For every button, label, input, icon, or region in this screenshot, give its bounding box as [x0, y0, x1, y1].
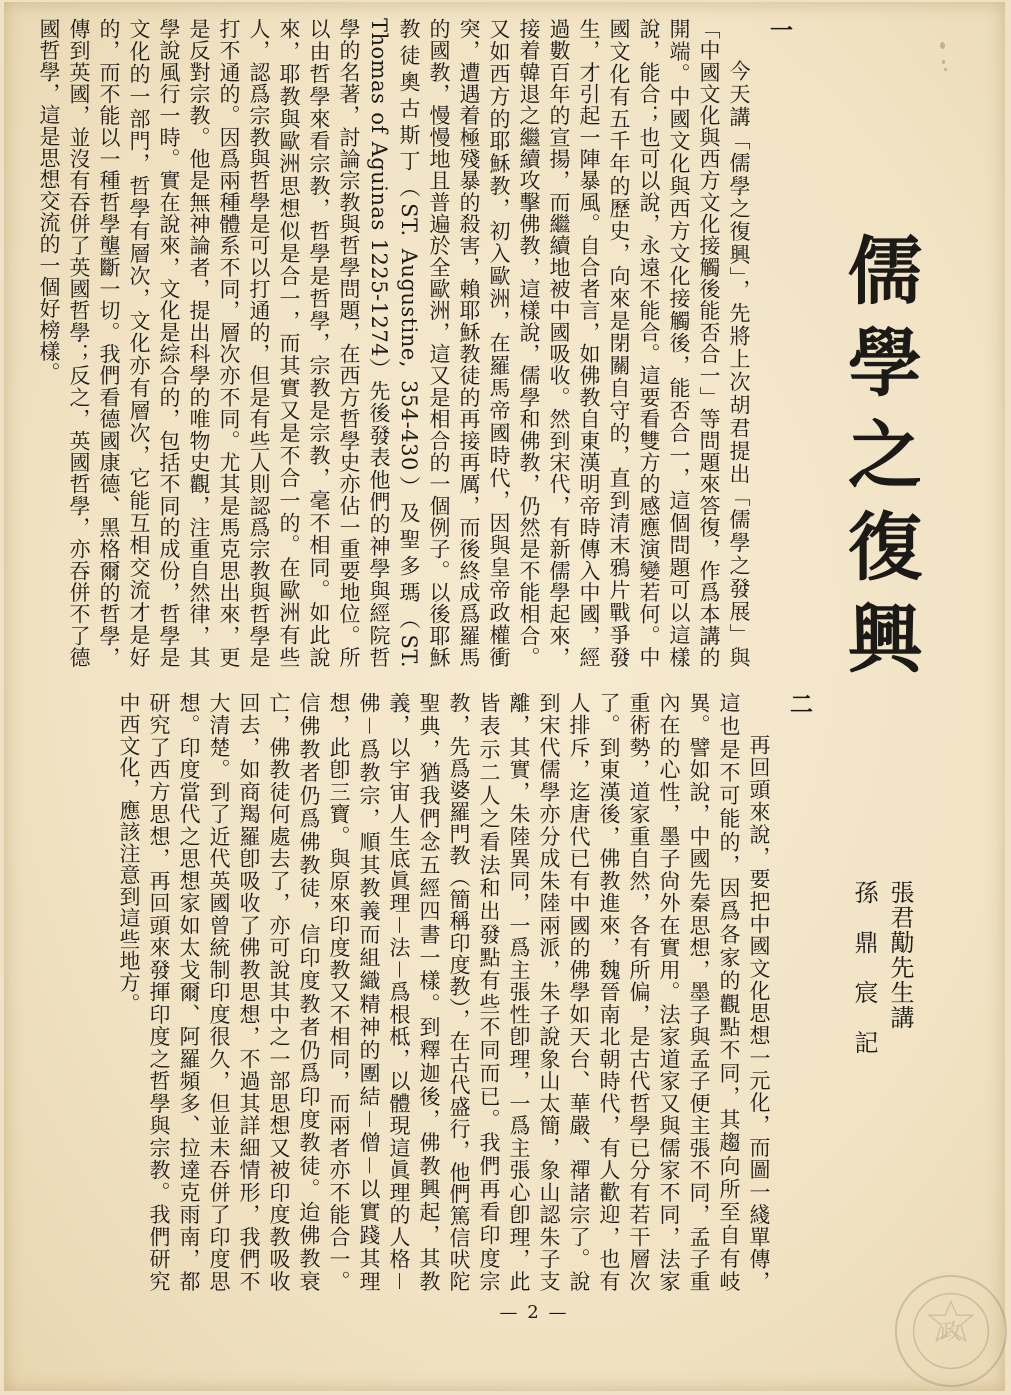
ink-stain: [940, 42, 945, 49]
byline-speaker: 張君勱先生講: [886, 880, 914, 1030]
section-2-heading: 二: [786, 692, 813, 719]
article-title: 儒學之復興: [836, 232, 922, 692]
paper-page: [4, 2, 1005, 1391]
university-seal-watermark: [892, 1272, 1010, 1390]
section-1-text: [37, 18, 794, 668]
seal-center-glyph: 政: [940, 1319, 962, 1345]
section-1-heading: 一: [766, 18, 793, 45]
ink-stain: [942, 60, 945, 64]
section-2-text: [117, 692, 814, 1292]
ink-stain: [944, 68, 947, 71]
section-2-paragraph: 再回頭來說，要把中國文化思想一元化，而圖一綫單傳，這也是不可能的，因爲各家的觀點不同，其趨向所至自有岐異。譬如說，中國先秦思想，墨子與孟子便主張不同，孟子重內在的心性，墨子尙外在實用。法家道家又與儒家不同，法家重術勢，道家重自然，各有所偏，是古代哲學已分有若干層次了。到東漢後，佛教進來，魏晉南北朝時代，有人歡迎，也有人排斥，迄唐代已有中國的佛學如天台、華嚴、禪諸宗了。說到宋代儒學亦分成朱陸兩派，朱子說象山太簡，象山認朱子支離，其實，朱陸異同，一爲主張性卽理，一爲主張心卽理，此皆表示二人之看法和出發點有些不同而已。我們再看印度宗教，先爲婆羅門教（簡稱印度教），在古代盛行，他們篤信吠陀聖典，猶我們念五經四書一樣。到釋迦後，佛教興起，其教義，以宇宙人生底眞理－法－爲根柢，以體現這眞理的人格－佛－爲教宗，順其教義而組織精神的團結－僧－以實踐其理想，此卽三寶。與原來印度教又不相同，而兩者亦不能合一。信佛教者仍爲佛教徒，信印度教者仍爲印度教徒。迨佛教衰亡，佛教徒何處去了，亦可說其中之一部思想又被印度教吸收回去，如商羯羅卽吸收了佛教思想，不過其詳細情形，我們不大清楚。到了近代英國曾統制印度很久，但並未吞併了印度思想。印度當代之思想家如太戈爾、阿羅頻多、拉達克雨南，都研究了西方思想，再回頭來發揮印度之哲學與宗教。我們研究中西文化，應該注意到這些地方。: [117, 692, 771, 1292]
byline: [840, 880, 918, 1100]
page-number: — 2 —: [499, 1302, 569, 1323]
section-1-paragraph: 今天講「儒學之復興」，先將上次胡君提出「儒學之發展」與「中國文化與西方文化接觸後能否合一」等問題來答復，作爲本講的開端。中國文化與西方文化接觸後，能否合一，這個問題可以這樣說，能合；也可以說，永遠不能合。這要看雙方的感應演變若何。中國文化有五千年的歷史，向來是閉關自守的，直到清末鴉片戰爭發生，才引起一陣暴風。自合者言，如佛教自東漢明帝時傳入中國，經過數百年的宣揚，而繼續地被中國吸收。然到宋代，有新儒學起來，接着韓退之繼續攻擊佛教，這樣說，儒學和佛教，仍然是不能相合。又如西方的耶穌教，初入歐洲，在羅馬帝國時代，因與皇帝政權衝突，遭遇着極殘暴的殺害，賴耶穌教徒的再接再厲，而後終成爲羅馬的國教，慢慢地且普遍於全歐洲，這又是相合的一個例子。以後耶穌教徒奧古斯丁（ST. Augustine, 354-430）及聖多瑪（ST. Thomas of Aguinas 1225-1274）先後發表他們的神學與經院哲學的名著，討論宗教與哲學問題，在西方哲學史亦佔一重要地位。所以由哲學來看宗教，哲學是哲學，宗教是宗教，毫不相同。如此說來，耶教與歐洲思想似是合一，而其實又是不合一的。在歐洲有些人，認爲宗教與哲學是可以打通的，但是有些人則認爲宗教與哲學是打不通的。因爲兩種體系不同，層次亦不同。尤其是馬克思出來，更是反對宗教。他是無神論者，提出科學的唯物史觀，注重自然律，其學說風行一時。實在說來，文化是綜合的，包括不同的成份，哲學是文化的一部門，哲學有層次，文化亦有層次，它能互相交流才是好的，而不能以一種哲學壟斷一切。我們看德國康德、黑格爾的哲學，傳到英國，並沒有吞併了英國哲學；反之，英國哲學，亦吞併不了德國哲學，這是思想交流的一個好榜樣。: [37, 18, 751, 668]
byline-recorder: 孫 鼎 宸 記: [850, 880, 878, 1055]
